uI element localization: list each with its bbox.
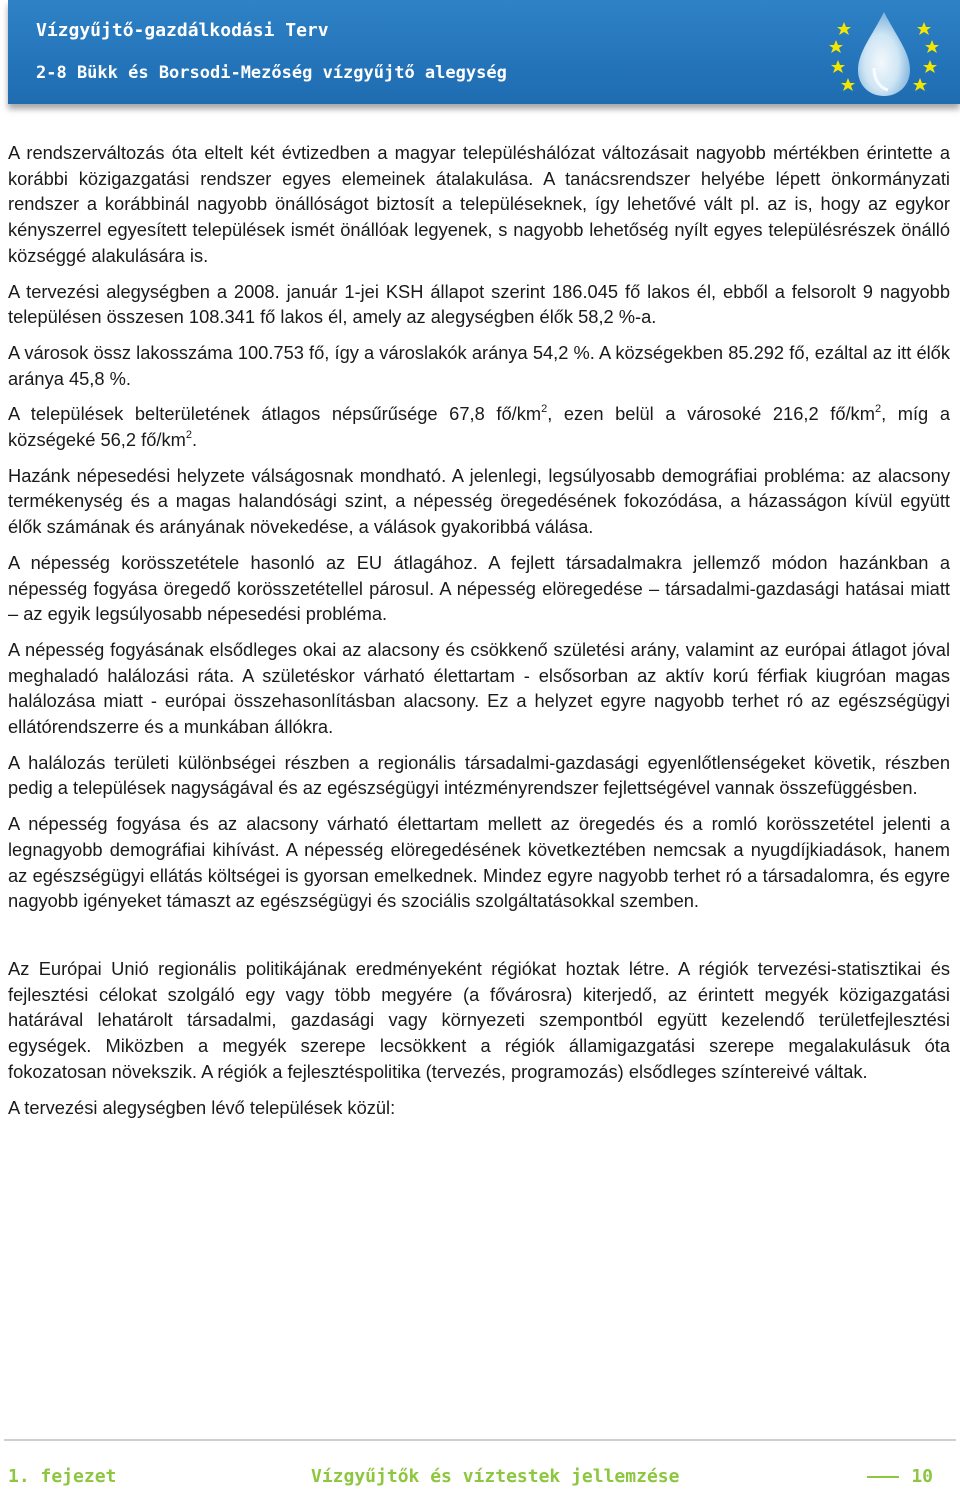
paragraph-demographic-crisis: Hazánk népesedési helyzete válságosnak mondható. A jelenlegi, legsúlyosabb demográfiai probléma: az alacsony termékenység és a magas halandósági szint, a népesség öregedésének fokozódása, a házasságon kívül együtt élők számának és arányának növekedése, a válások gyakoribbá válása. — [8, 464, 950, 538]
paragraph-eu-regions: Az Európai Unió regionális politikájának eredményeként régiókat hoztak létre. A régiók tervezési-statisztikai és fejlesztési célokat szolgáló egy vagy több megyére (a fővárosra) kiterjedő, az érintett megyék közigazgatási határával lehatárolt társadalmi, gazdasági vagy környezeti szempontból együtt kezelendő területfejlesztési egységek. Miközben a megyék szerepe lecsökkent a régiók államigazgatási szerepe megalakulásuk óta fokozatosan növekszik. A régiók a fejlesztéspolitika (tervezés, programozás) elsődleges színtereivé váltak. — [8, 957, 950, 1082]
paragraph-age-structure: A népesség korösszetétele hasonló az EU átlagához. A fejlett társadalmakra jellemző módon hazánkban a népesség fogyása öregedő korösszetétellel párosul. A népesség elöregedése – társadalmi-gazdasági hatásai miatt – az egyik legsúlyosabb népesedési probléma. — [8, 551, 950, 625]
paragraph-population-density: A települések belterületének átlagos népsűrűsége 67,8 $fő/km^2$, ezen belül a városoké 216,2 $fő/km^2$, míg a községeké 56,2 $fő/km^2$. — [8, 403, 950, 451]
document-subtitle: 2-8 Bükk és Borsodi-Mezőség vízgyűjtő alegység — [36, 63, 507, 83]
document-title: Vízgyűjtő-gazdálkodási Terv — [36, 20, 329, 41]
paragraph-settlements-intro: A tervezési alegységben lévő települések közül: — [8, 1096, 396, 1118]
paragraph-urban-rural-ratio: A városok össz lakosszáma 100.753 fő, így a városlakók aránya 54,2 %. A községekben 85.292 fő, ezáltal az itt élők aránya 45,8 %. — [8, 341, 950, 389]
page-header — [8, 0, 960, 104]
footer-chapter: 1. fejezet — [8, 1466, 117, 1487]
paragraph-aging-challenge: A népesség fogyása és az alacsony várható élettartam mellett az öregedés és a romló korösszetétel jelenti a legnagyobb demográfiai kihívást. A népesség elöregedésének következtében nemcsak a nyugdíjkiadások, hanem az egészségügyi ellátás költségei is gyorsan emelkednek. Mindez egyre nagyobb terhet ró a társadalomra, és egyre nagyobb igényeket támaszt az egészségügyi és szociális szolgáltatásokkal szemben. — [8, 813, 950, 912]
paragraph-population-decline-causes: A népesség fogyásának elsődleges okai az alacsony és csökkenő születési arány, valamint az európai átlagot jóval meghaladó halálozási ráta. A születéskor várható élettartam - elsősorban az aktív korú férfiak kiugróan magas halálozása miatt - európai összehasonlításban alacsony. Ez a helyzet egyre nagyobb terhet ró az egészségügyi ellátórendszerre és a munkában állókra. — [8, 638, 950, 738]
paragraph-mortality-differences: A halálozás területi különbségei részben a regionális társadalmi-gazdasági egyenlőtlenségeket követik, részben pedig a települések nagyságával és az egészségügyi intézményrendszer fejlettségével vannak összefüggésben. — [8, 751, 950, 799]
document-body — [8, 140, 950, 1130]
superscript-2: 2 — [541, 403, 548, 416]
footer-dash — [867, 1476, 899, 1478]
superscript-2: 2 — [185, 428, 192, 441]
superscript-2: 2 — [874, 403, 882, 416]
paragraph-population-total: A tervezési alegységben a 2008. január 1-jei KSH állapot szerint 186.045 fő lakos él, ebből a felsorolt 9 nagyobb településen összesen 108.341 fő lakos él, amely az alegységben élők 58,2 %-a. — [8, 280, 950, 328]
footer-page-number-wrap — [867, 1466, 933, 1487]
footer-section-title: Vízgyűjtők és víztestek jellemzése — [311, 1466, 680, 1487]
footer-divider — [4, 1439, 956, 1441]
eu-water-drop-logo — [814, 8, 954, 98]
paragraph-administrative-changes: A rendszerváltozás óta eltelt két évtizedben a magyar településhálózat változásait nagyobb mértékben érintette a korábbi közigazgatási rendszer egyes elemeinek átalakulása. A tanácsrendszer helyébe lépett önkormányzati rendszer a korábbinál nagyobb önállóságot biztosít a településeknek, így lehetővé vált pl. az is, hogy az egykor kényszerrel egyesített települések ismét önállóak legyenek, s nagyobb lehetőség nyílt egyes településrészek önálló községgé alakulására is. — [8, 142, 950, 266]
footer-page-number: 10 — [911, 1466, 933, 1487]
